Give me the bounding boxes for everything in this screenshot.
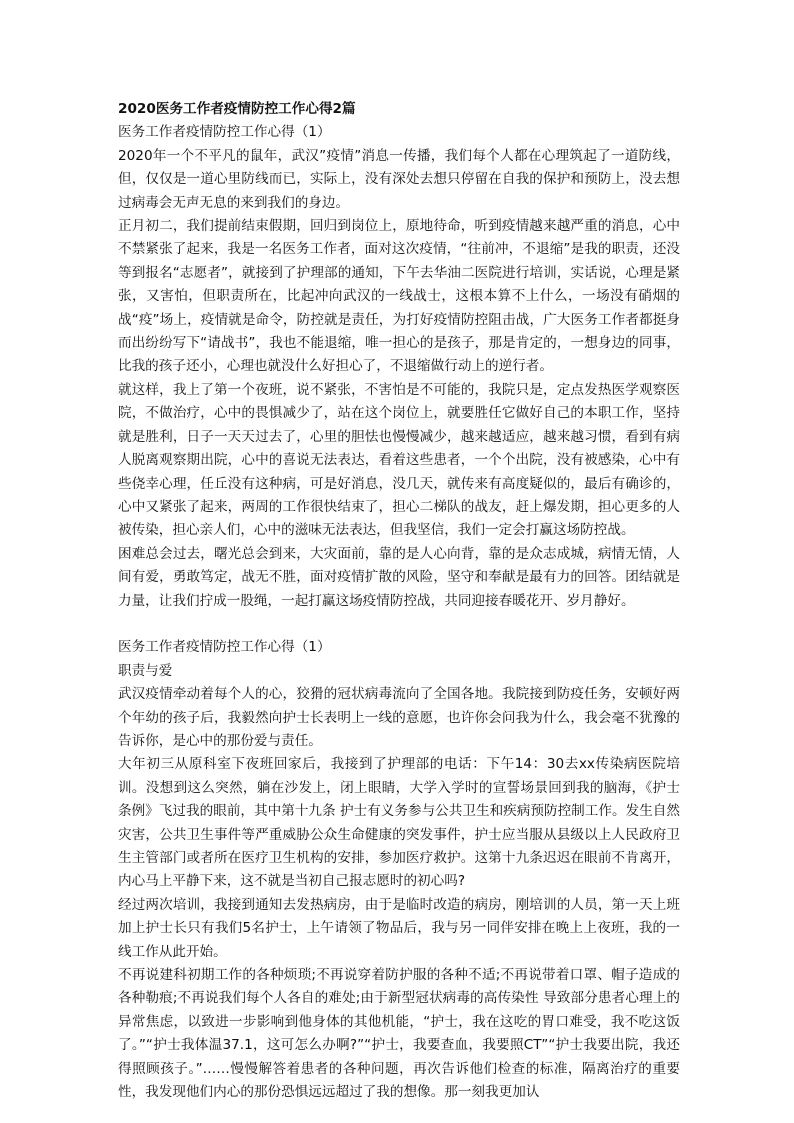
section-2-heading: 医务工作者疫情防控工作心得（1） xyxy=(118,639,331,656)
section-1-paragraph-2: 正月初二，我们提前结束假期，回归到岗位上，原地待命，听到疫情越来越严重的消息，心中不禁紧张了起来，我是一名医务工作者，面对这次疫情，“往前冲，不退缩”是我的职责，还没等到报名“志愿者”，就接到了护理部的通知，下午去华油二医院进行培训，实话说，心理是紧张，又害怕，但职责所在，比起冲向武汉的一线战士，这根本算不上什么，一场没有硝烟的战“疫”场上，疫情就是命令，防控就是责任，为打好疫情防控阻击战，广大医务工作者都挺身而出纷纷写下“请战书”，我也不能退缩，唯一担心的是孩子，那是肯定的，一想身边的同事，比我的孩子还小，心理也就没什么好担心了，不退缩做行动上的逆行者。 xyxy=(118,218,680,375)
section-2-paragraph-4: 不再说建科初期工作的各种烦琐;不再说穿着防护服的各种不适;不再说带着口罩、帽子造成的各种勒痕;不再说我们每个人各自的难处;由于新型冠状病毒的高传染性 导致部分患者心理上的异常焦虑，以致进一步影响到他身体的其他机能，“护士，我在这吃的胃口难受，我不吃这饭了。”“护士我体温37.1，这可怎么办啊?”“护士，我要查血，我要照CT”“护士我要出院，我还得照顾孩子。”……慢慢解答着患者的各种问题，再次告诉他们检查的标准，隔离治疗的重要性，我发现他们内心的那份恐惧远远超过了我的想像。那一刻我更加认 xyxy=(118,967,680,1101)
document-title: 2020医务工作者疫情防控工作心得2篇 xyxy=(118,101,356,117)
section-2-paragraph-2: 大年初三从原科室下夜班回家后，我接到了护理部的电话：下午14：30去xx传染病医院培训。没想到这么突然，躺在沙发上，闭上眼睛，大学入学时的宣誓场景回到我的脑海，《护士条例》飞过我的眼前，其中第十九条 护士有义务参与公共卫生和疾病预防控制工作。发生自然灾害，公共卫生事件等严重威胁公众生命健康的突发事件，护士应当服从县级以上人民政府卫生主管部门或者所在医疗卫生机构的安排，参加医疗救护。这第十九条迟迟在眼前不肯离开，内心马上平静下来，这不就是当初自己报志愿时的初心吗? xyxy=(118,756,680,890)
section-1-paragraph-4: 困难总会过去，曙光总会到来，大灾面前，靠的是人心向背，靠的是众志成城，病情无情，人间有爱，勇敢笃定，战无不胜，面对疫情扩散的风险，坚守和奉献是最有力的回答。团结就是力量，让我们拧成一股绳，一起打赢这场疫情防控战，共同迎接春暖花开、岁月静好。 xyxy=(118,545,680,609)
section-2-subheading: 职责与爱 xyxy=(118,662,173,679)
section-2-paragraph-3: 经过两次培训，我接到通知去发热病房，由于是临时改造的病房，刚培训的人员，第一天上班加上护士长只有我们5名护士，上午请领了物品后，我与另一同伴安排在晚上上夜班，我的一线工作从此开始。 xyxy=(118,896,680,960)
section-gap xyxy=(118,613,680,636)
section-1-heading: 医务工作者疫情防控工作心得（1） xyxy=(118,124,331,141)
section-1-paragraph-1: 2020年一个不平凡的鼠年，武汉”疫情”消息一传播，我们每个人都在心理筑起了一道防线，但，仅仅是一道心里防线而已，实际上，没有深处去想只停留在自我的保护和预防上，没去想过病毒会无声无息的来到我们的身边。 xyxy=(118,147,680,211)
section-1-paragraph-3: 就这样，我上了第一个夜班，说不紧张，不害怕是不可能的，我院只是，定点发热医学观察医院，不做治疗，心中的畏惧减少了，站在这个岗位上，就要胜任它做好自己的本职工作，坚持就是胜利，日子一天天过去了，心里的胆怯也慢慢减少，越来越适应，越来越习惯，看到有病人脱离观察期出院，心中的喜说无法表达，看着这些患者，一个个出院，没有被感染，心中有些侥幸心理，任丘没有这种病，可是好消息，没几天，就传来有高度疑似的，最后有确诊的，心中又紧张了起来，两周的工作很快结束了，担心二梯队的战友，赶上爆发期，担心更多的人被传染，担心亲人们，心中的滋味无法表达，但我坚信，我们一定会打赢这场防控战。 xyxy=(118,381,680,539)
document-body xyxy=(118,98,680,1104)
section-2-paragraph-1: 武汉疫情牵动着每个人的心，狡猾的冠状病毒流向了全国各地。我院接到防疫任务，安顿好两个年幼的孩子后，我毅然向护士长表明上一线的意愿，也许你会问我为什么，我会毫不犹豫的告诉你，是心中的那份爱与责任。 xyxy=(118,686,680,749)
